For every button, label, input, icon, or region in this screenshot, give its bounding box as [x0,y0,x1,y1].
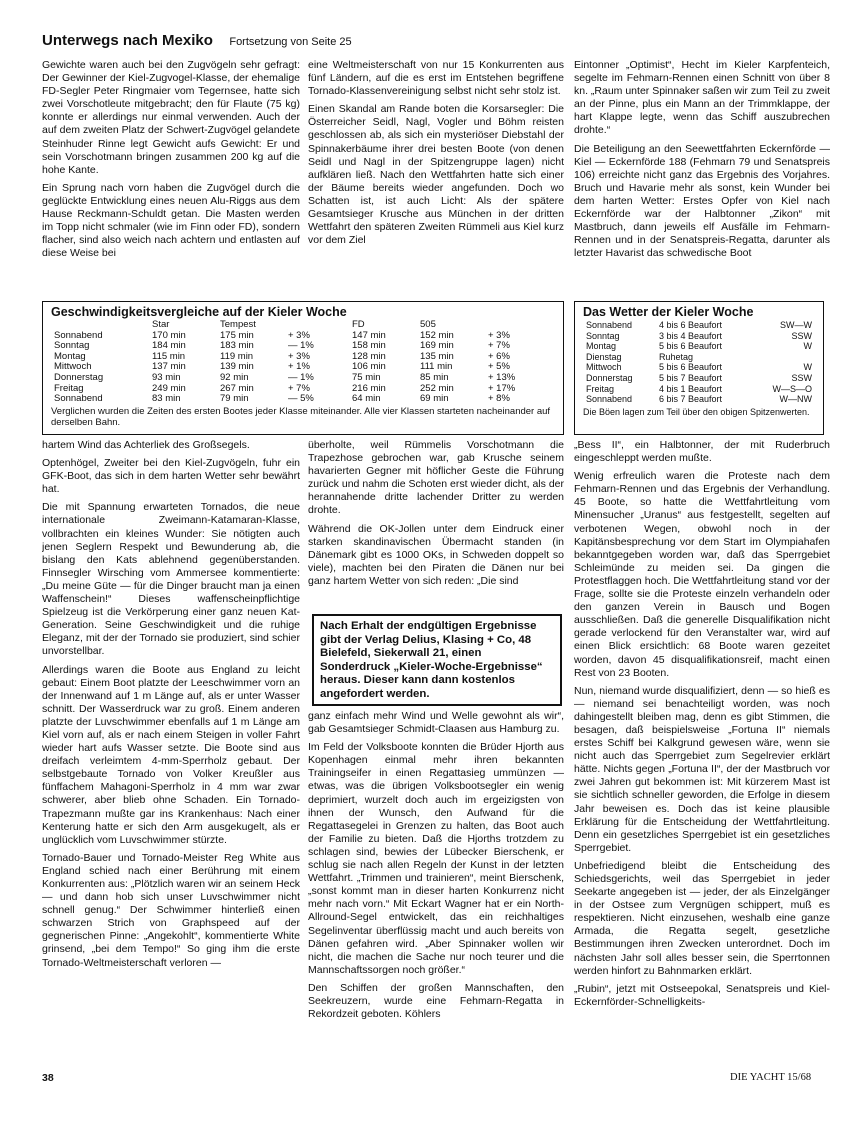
paragraph: eine Weltmeisterschaft von nur 15 Konkurrenten aus fünf Ländern, auf die es erst im Entstehen begriffene Tornado-Klassenvereinigung selbst nicht sehr stolz ist. [308,59,564,98]
cell: 119 min [220,350,254,362]
bottom-column-1 [42,439,300,1067]
cell: 5 bis 7 Beaufort [658,372,722,383]
cell: 115 min [152,350,186,362]
cell: 79 min [220,393,249,405]
page-number: 38 [42,1072,54,1084]
paragraph: Gewichte waren auch bei den Zugvögeln sehr gefragt: Der Gewinner der Kiel-Zugvogel-Klasse, der ehemalige FD-Segler Peter Ringmaier vom Tegernsee, hatte sich zwei Vorschotleute mitgebracht; den für Flaute (75 kg) konnte er allerdings nur einmal verwenden. Auch der auf dem zweiten Platz der Schwert-Zugvögel gelandete Steinhuder Rinne legt Gewicht aufs Gewicht: Er und sein Vorschotmann bringen zusammen 200 kg auf die hohe Kante. [42,59,300,176]
table-row [51,394,518,405]
header-cell [285,320,349,331]
magazine-issue: DIE YACHT 15/68 [730,1072,812,1083]
weather-table [583,320,815,405]
cell: Ruhetag [658,351,693,362]
paragraph: Nun, niemand wurde disqualifiziert, denn — so hieß es — niemand sei benachteiligt worden, was noch dahingestellt bleiben mag, denn es gibt Stimmen, die besagen, daß beispielsweise „Fortuna II“ niemals erstes Schiff bei Kalkgrund gewesen wäre, wenn sie nicht auch das Sperrgebiet zum Segelrevier erklärt hätte. Nichts gegen „Fortuna II“, der der Mastbruch vor zwei Jahren gut bekommen ist: Mit kürzerem Mast ist sie sichtlich schneller geworden, die Erfolge in diesem Jahr beweisen es. Doch das ist keine plausible Erklärung für die Entscheidung der Wettfahrtleitung. Denn ein gesetzliches Sperrgebiet ist ein gesetzliches Sperrgebiet. [574,684,830,854]
cell: 158 min [352,340,386,352]
paragraph: Während die OK-Jollen unter dem Eindruck einer starken skandinavischen Übermacht standen (in Dänemark gibt es 1000 OKs, in Schweden doppelt so viele), machten bei den Piraten die Dänen nur bei ganz hartem Wetter von sich reden: „Die sind [308,522,564,587]
top-column-3 [574,59,830,299]
paragraph: „Bess II“, ein Halbtonner, der mit Ruderbruch eingeschleppt werden mußte. [574,439,830,465]
cell: 5 bis 6 Beaufort [658,341,722,352]
cell: 69 min [420,393,449,405]
cell: 92 min [220,371,249,383]
cell: 6 bis 7 Beaufort [658,394,722,405]
cell: 64 min [352,393,381,405]
weather-table-note: Die Böen lagen zum Teil über den obigen Spitzenwerten. [583,406,810,417]
cell: Dienstag [586,351,622,362]
cell: Mittwoch [586,362,622,373]
cell: — 1% [288,371,314,383]
cell: W [803,362,812,373]
cell: + 5% [488,361,510,373]
cell: Montag [586,341,617,352]
cell: 85 min [420,371,449,383]
cell: + 1% [288,361,310,373]
header-cell [51,320,149,331]
cell: 139 min [220,361,254,373]
speed-table-note: Verglichen wurden die Zeiten des ersten Bootes jeder Klasse miteinander. Alle vier Klassen starteten nacheinander auf derselben Bahn. [51,405,551,428]
cell: + 3% [488,329,510,341]
cell: 3 bis 4 Beaufort [658,330,722,341]
table-row [583,352,815,363]
cell: 170 min [152,329,186,341]
cell: + 3% [288,350,310,362]
table-row [583,384,815,395]
weather-table-title: Das Wetter der Kieler Woche [583,305,754,319]
cell [752,352,815,363]
table-row [583,320,815,331]
paragraph: Unbefriedigend bleibt die Entscheidung des Schiedsgerichts, weil das Sperrgebiet in jeder Seekarte angegeben ist — jeder, der als Einzelgänger in der Ostsee zum Vergnügen schippert, muß es respektieren. Nicht einzusehen, weshalb eine ganze Armada, die Regatta segelt, gesetzliche Bestimmungen ihren Zwecken unterordnet. Doch im nächsten Jahr soll alles besser sein, die Sperrtonnen werden hinfort zu Bahnmarken erklärt. [574,859,830,977]
cell: SSW [791,330,812,341]
cell: 135 min [420,350,454,362]
bottom-column-2-top [308,439,564,611]
special-print-notice [312,614,562,706]
cell: W [803,341,812,352]
cell: 106 min [352,361,386,373]
weather-box [574,301,824,435]
top-column-1 [42,59,300,299]
cell: 169 min [420,340,454,352]
header-cell [485,320,518,331]
cell: — 5% [288,393,314,405]
cell: Donnerstag [586,372,633,383]
paragraph: Tornado-Bauer und Tornado-Meister Reg White aus England schied nach einer Berührung mit einem Konkurrenten aus: „Plötzlich waren wir an seinem Heck — und dann hob sich unser Luvschwimmer nicht schnell genug.“ Der Schwimmer hinterließ einen schwarzen Strich von Graphspeed auf der gegnerischen Pinne: „Angekohlt“, kommentierte White grinsend, „bei dem Tempo!“ So ging ihm die erste Tornado-Weltmeisterschaft verloren — [42,851,300,969]
bottom-column-3 [574,439,830,1067]
cell: 152 min [420,329,454,341]
paragraph: ganz einfach mehr Wind und Welle gewohnt als wir“, gab Gesamtsieger Schmidt-Claasen aus Hamburg zu. [308,710,564,736]
paragraph: Optenhögel, Zweiter bei den Kiel-Zugvögeln, fuhr ein GFK-Boot, das sich in dem harten Wetter sehr bewährt hat. [42,457,300,496]
top-column-2 [308,59,564,299]
cell: 4 bis 1 Beaufort [658,383,722,394]
cell: 83 min [152,393,181,405]
notice-text: Nach Erhalt der endgültigen Ergebnisse gibt der Verlag Delius, Klasing + Co, 48 Bielefeld, Siekerwall 21, einen Sonderdruck „Kieler-Woche-Ergebnisse“ heraus. Dieser kann dann kostenlos angefordert werden. [320,620,543,700]
article-header [42,32,842,54]
cell: — 1% [288,340,314,352]
paragraph: Allerdings waren die Boote aus England zu leicht gebaut: Einem Boot platzte der Leeschwimmer vorn an der Innenwand auf 1 m Länge auf, als er unter Wasser schnitt. Der Wasserdruck war zu groß. Einem anderen platzte der Luvschwimmer ebenfalls auf 1 m Länge am Kiel vorn auf, als er nach einem Steigen in voller Fahrt wieder hart aufs Wasser setzte. Die Boote sind aus dreifach verleimtem 4-mm-Sperrholz gebaut. Der selbstgebaute Tornado von Volker Kreußler aus fünffachem Mahagoni-Sperrholz in 4 mm war zwar schwerer, aber blieb ohne Schaden. Ein Tornado-Trapezmann mußte gar ins Krankenhaus: Nach einer Kenterung hatte er sich den Arm ausgekugelt, als er unglücklich vom Luvschwimmer stürzte. [42,663,300,846]
cell: + 13% [488,371,516,383]
cell: Sonnabend [586,394,633,405]
cell: 75 min [352,371,381,383]
cell: Sonntag [54,340,90,352]
cell: 249 min [152,382,186,394]
cell: SSW [791,372,812,383]
paragraph: Den Schiffen der großen Mannschaften, den Seekreuzern, wurde eine Fehmarn-Regatta in Rekordzeit geboten. Köhlers [308,981,564,1021]
bottom-column-2-bottom [308,710,564,1067]
table-row [583,341,815,352]
cell: 128 min [352,350,386,362]
cell: Sonnabend [54,393,103,405]
cell: 175 min [220,329,254,341]
paragraph: Die mit Spannung erwarteten Tornados, die neue internationale Zweimann-Katamaran-Klasse, vollbrachten ein kleines Wunder: Sie nötigten auch jenen Seglern Respekt und Bewunderung ab, die bislang den Kats ablehnend gegenüberstanden. Finnsegler Wirsching vom Ammersee kommentierte: „Du meine Güte — für die Dinger braucht man ja einen Waffenschein!“ Dieses waffenscheinpflichtige Spielzeug ist die Verkörperung einer ganz neuen Kat-Generation. Seine Geschwindigkeit und die ruhige Eleganz, mit der der Tornado sie produziert, sind schier unvorstellbar. [42,501,300,658]
cell: SW—W [780,320,812,330]
cell: 184 min [152,340,186,352]
cell: Mittwoch [54,361,92,373]
header-cell: Tempest [220,319,256,330]
cell: + 3% [288,329,310,341]
cell: Sonntag [586,330,620,341]
header-cell: 505 [420,319,436,330]
cell: W—S—O [772,383,812,394]
table-row [583,394,815,405]
cell: Freitag [586,383,615,394]
cell: Donnerstag [54,371,104,383]
cell: 183 min [220,340,254,352]
paragraph: Eintonner „Optimist“, Hecht im Kieler Karpfenteich, segelte im Fehmarn-Rennen einen Schnitt von über 8 kn. „Raum unter Spinnaker saßen wir zum Teil zu zweit an der Pinne, plus ein Mann an der Trimmklappe, der hart Klappe legte, wenn das Schiff auszubrechen drohte.“ [574,59,830,137]
paragraph: Wenig erfreulich waren die Proteste nach dem Fehmarn-Rennen und das Ergebnis der Verhandlung. 45 Boote, so hatte die Wettfahrtleitung vom Minensucher „Uranus“ aus festgestellt, segelten auf verbotenen Wegen, obwohl noch in der Kapitänsbesprechung vor dem Start im Olympiahafen bekanntgegeben worden war, daß das Sperrgebiet Schleimünde zu meiden sei. Da gingen die Protestflaggen hoch. Die Wettfahrtleitung stand vor der Frage, sollte sie die Proteste einzeln verhandeln oder den ganzen Verein in Bausch und Bogen ausschließen. Daß die generelle Disqualifikation nicht gerade verlockend für den Veranstalter war, wird auf einen Blick ersichtlich: 68 Boote waren gezeitet worden, davon 45 disqualifikationsreif, macht einen Rest von 23 Booten. [574,470,830,679]
cell: 111 min [420,361,453,373]
cell: W—NW [779,394,812,405]
cell: + 7% [488,340,510,352]
cell: Sonnabend [54,329,103,341]
header-cell: FD [352,319,365,330]
paragraph: überholte, weil Rümmelis Vorschotmann die Trapezhose gebrochen war, gab Krusche seinem havarierten Gegner mit höflicher Geste die Führung zurück und nahm die Schoten erst wieder dicht, als der herannahende dritte lachender Dritter zu werden drohte. [308,439,564,517]
cell: Freitag [54,382,84,394]
speed-table [51,320,518,405]
table-row [583,331,815,342]
cell: Montag [54,350,86,362]
paragraph: „Rubin“, jetzt mit Ostseepokal, Senatspreis und Kiel-Eckernförder-Schnelligkeits- [574,982,830,1008]
paragraph: Die Beteiligung an den Seewettfahrten Eckernförde — Kiel — Eckernförde 188 (Fehmarn 79 und Senatspreis 106) erreichte nicht ganz das Ergebnis des Vorjahres. Bruch und Havarie mehr als sonst, kein Wunder bei dem harten Wetter: Erstes Opfer von Kiel nach Eckernförde war der Halbtonner „Zikon“ mit Mastbruch, dann jeweils elf Ausfälle im Fehmarn-Rennen und in der Senatspreis-Regatta, darunter als letzter Havarist das schwedische Boot [574,142,830,260]
cell: 267 min [220,382,254,394]
cell: + 8% [488,393,510,405]
table-row [583,362,815,373]
speed-comparison-box [42,301,564,435]
article-title: Unterwegs nach Mexiko [42,32,213,49]
table-row [583,373,815,384]
cell: 147 min [352,329,386,341]
cell: + 17% [488,382,516,394]
cell: 93 min [152,371,181,383]
table-row [51,373,518,384]
paragraph: Einen Skandal am Rande boten die Korsarsegler: Die Österreicher Seidl, Nagl, Vogler und Böhm reisten geschlossen ab, als sich ein mysteriöser Diebstahl der Spinnakerbäume ihrer drei besten Boote (von denen Seidl und Nagl in der Spitzengruppe lagen) nicht aufklären ließ. Nach den Wettfahrten hatte sich einer der Bäume bereits wieder angefunden. Doch wo Schatten ist, ist auch Licht: Als der spätere Gesamtsieger Krusche aus München in der dritten Wettfahrt den späteren Zweiten Rümmeli aus Kiel kurz vor dem Ziel [308,103,564,247]
cell: + 6% [488,350,510,362]
continuation-note: Fortsetzung von Seite 25 [229,36,352,48]
speed-table-title: Geschwindigkeitsvergleiche auf der Kieler Woche [51,305,347,319]
paragraph: hartem Wind das Achterliek des Großsegels. [42,439,250,451]
cell: 137 min [152,361,186,373]
paragraph: Im Feld der Volksboote konnten die Brüder Hjorth aus Kopenhagen einmal mehr ihren bekannten Trainingseifer in einen Regattasieg ummünzen — etwas, was die übrigen Volksbootsegler ein wenig deprimiert, wurzelt doch auch im ergeizigsten von ihnen der Wunsch, den Aufwand für die Regattasegelei in Grenzen zu halten, das Boot auch der Familie zu bieten. Daß die Hjorths trotzdem zu schlagen sind, bewies der Lübecker Bierschenk, er schlug sie nach allen Regeln der Kunst in der letzten Wettfahrt. „Trimmen und trainieren“, meint Bierschenk, „sonst kommt man in dieser harten Konkurrenz nicht mehr nach vorn.“ Mit Eckart Wagner hat er ein North-Allround-Segel entwickelt, das ein reichhaltiges Segelinventar überflüssig macht und auch bereits von Dänen gefahren wird. „Aber Spinnaker wollen wir nicht, die machen die Sache nur noch teurer und die Mannschaftssorgen noch größer.“ [308,741,564,976]
cell: + 7% [288,382,310,394]
cell: 252 min [420,382,454,394]
cell: 4 bis 6 Beaufort [658,320,722,330]
cell: 5 bis 6 Beaufort [658,362,722,373]
cell: Sonnabend [586,320,633,330]
header-cell: Star [152,319,170,330]
speed-table-header [51,320,518,331]
paragraph: Ein Sprung nach vorn haben die Zugvögel durch die geglückte Entwicklung eines neuen Alu-Riggs aus dem Hause Reckmann-Schuldt getan. Die Masten werden im Topp nicht schmaler (wie im Finn oder FD), sondern flacher, sind also weich nach achtern und entlasten auf diese Weise bei [42,181,300,260]
cell: 216 min [352,382,386,394]
